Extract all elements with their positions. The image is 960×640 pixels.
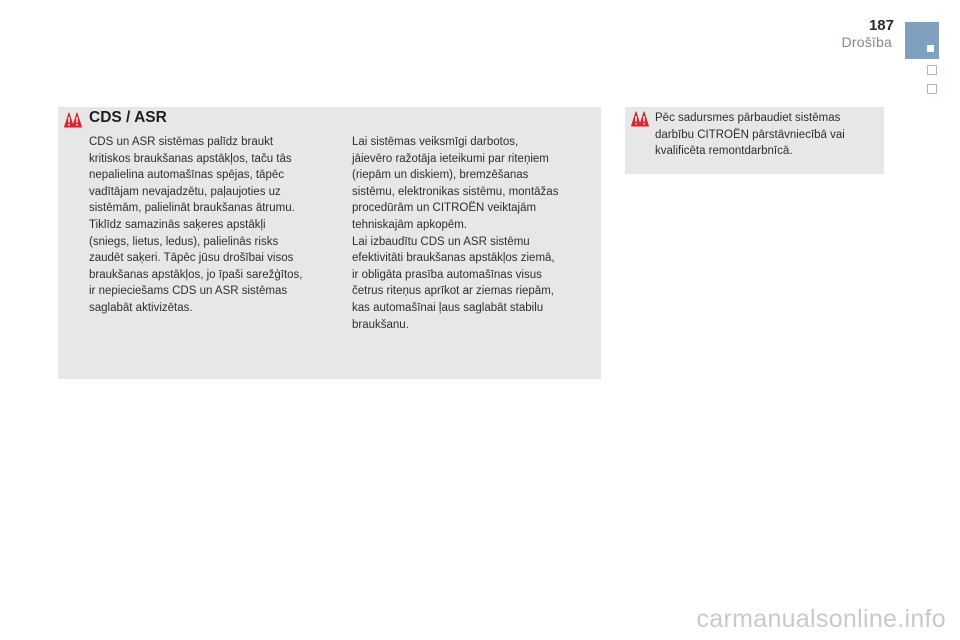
collision-note-text: Pēc sadursmes pārbaudiet sistēmas darbību CITROËN pārstāvniecībā vai kvalificēta remontdarbnīcā. — [655, 112, 845, 158]
chapter-tab-marker — [927, 45, 934, 52]
collision-note-panel — [625, 107, 884, 174]
page-number: 187 — [868, 17, 894, 34]
cds-asr-title: CDS / ASR — [89, 109, 167, 126]
chapter-box-2 — [927, 84, 937, 94]
cds-asr-panel — [58, 107, 601, 379]
watermark: carmanualsonline.info — [696, 605, 946, 633]
warning-icon — [631, 111, 649, 127]
cds-asr-left-column: CDS un ASR sistēmas palīdz braukt kritiskos braukšanas apstākļos, taču tās nepalielina automašīnas spējas, tāpēc vadītājam nevajadzētu, paļaujoties uz sistēmām, palielināt braukšanas ātrumu. Tiklīdz samazinās saķeres apstākļi (sniegs, lietus, ledus), palielinās risks zaudēt saķeri. Tāpēc jūsu drošībai visos braukšanas apstākļos, jo īpaši sarežģītos, ir nepieciešams CDS un ASR sistēmas saglabāt aktivizētas. — [89, 136, 303, 314]
section-name: Drošība — [841, 34, 892, 50]
cds-asr-right-column: Lai sistēmas veiksmīgi darbotos, jāievēro ražotāja ieteikumi par riteņiem (riepām un diskiem), bremzēšanas sistēmu, elektronikas sistēmu, montāžas procedūrām un CITROËN veiktajām tehniskajām apkopēm. Lai izbaudītu CDS un ASR sistēmu efektivitāti braukšanas apstākļos ziemā, ir obligāta prasība automašīnas visus četrus riteņus aprīkot ar ziemas riepām, kas automašīnai ļaus saglabāt stabilu braukšanu. — [352, 136, 559, 331]
chapter-box-1 — [927, 65, 937, 75]
chapter-tab[interactable] — [905, 22, 939, 59]
warning-icon — [64, 112, 82, 128]
